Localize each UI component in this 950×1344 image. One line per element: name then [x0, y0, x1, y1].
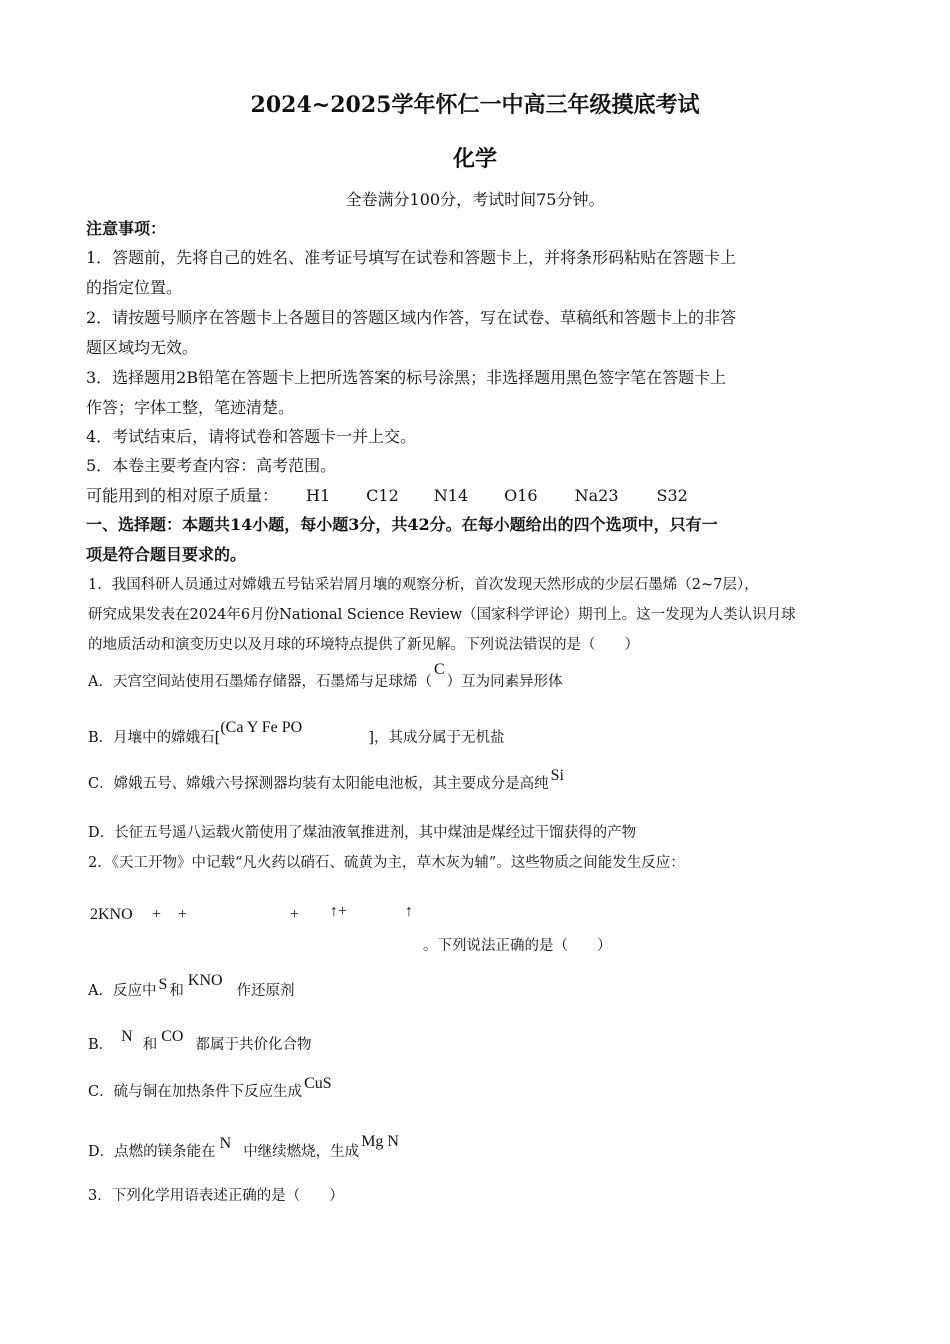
section-heading-line1: 一、选择题：本题共14小题，每小题3分，共42分。在每小题给出的四个选项中，只有一 — [86, 515, 718, 534]
q1-a-formula: C — [433, 661, 445, 678]
exam-info: 全卷满分100分，考试时间75分钟。 — [345, 190, 605, 209]
q2-equation-start: 2KNO — [90, 906, 133, 923]
notice-item-2b: 题区域均无效。 — [86, 338, 199, 357]
q2-option-d: D．点燃的镁条能在 N 中继续燃烧，生成Mg N — [88, 1133, 399, 1160]
q2-option-c: C．硫与铜在加热条件下反应生成 CuS — [88, 1075, 332, 1100]
atom-mass: S32 — [656, 486, 688, 505]
q2-eq-plus: + — [152, 906, 162, 923]
q2-option-b: B． N 和 CO 都属于共价化合物 — [88, 1028, 312, 1053]
q2-stem-tail: 。下列说法正确的是（ ） — [423, 938, 612, 954]
q1-b-formula: (Ca Y Fe PO — [220, 719, 303, 736]
q2-eq-gas-arrow: ↑+ — [330, 903, 348, 920]
q2-b-formula-co2: CO — [161, 1028, 184, 1045]
q1-option-a: A．天宫空间站使用石墨烯存储器，石墨烯与足球烯（C）互为同素异形体 — [88, 661, 563, 690]
q1-stem-line3: 的地质活动和演变历史以及月球的环境特点提供了新见解。下列说法错误的是（ ） — [88, 637, 639, 653]
atom-mass: C12 — [366, 486, 399, 505]
q1-option-c: C．嫦娥五号、嫦娥六号探测器均装有太阳能电池板，其主要成分是高纯 Si — [88, 767, 564, 792]
atom-mass: O16 — [504, 486, 538, 505]
q1-stem-line1: 1．我国科研人员通过对嫦娥五号钻采岩屑月壤的观察分析，首次发现天然形成的少层石墨烯（2~7层）， — [88, 577, 759, 593]
q3-stem: 3．下列化学用语表述正确的是（ ） — [88, 1188, 344, 1204]
q2-eq-plus: + — [178, 906, 188, 923]
atom-mass: H1 — [306, 486, 331, 505]
q1-option-b: B．月壤中的嫦娥石[(Ca Y Fe PO]，其成分属于无机盐 — [88, 719, 505, 746]
q2-a-formula-s: S — [158, 976, 168, 993]
atomic-masses — [86, 483, 688, 506]
notice-heading: 注意事项： — [86, 219, 167, 238]
notice-item-2a: 2．请按题号顺序在答题卡上各题目的答题区域内作答，写在试卷、草稿纸和答题卡上的非答 — [86, 308, 737, 327]
q2-eq-gas-arrow: ↑ — [405, 903, 413, 920]
q1-option-d: D．长征五号遥八运载火箭使用了煤油液氧推进剂，其中煤油是煤经过干馏获得的产物 — [88, 825, 637, 841]
q2-d-formula-n2: N — [219, 1135, 232, 1152]
q2-d-formula-mg3n2: Mg N — [361, 1133, 399, 1150]
notice-item-1a: 1．答题前，先将自己的姓名、准考证号填写在试卷和答题卡上，并将条形码粘贴在答题卡上 — [86, 248, 737, 267]
atoms-label: 可能用到的相对原子质量： — [86, 486, 279, 505]
subject-title: 化学 — [452, 146, 497, 172]
section-heading-line2: 项是符合题目要求的。 — [86, 545, 247, 564]
notice-item-4: 4．考试结束后，请将试卷和答题卡一并上交。 — [86, 427, 417, 446]
notice-item-3a: 3．选择题用2B铅笔在答题卡上把所选答案的标号涂黑；非选择题用黑色签字笔在答题卡上 — [86, 368, 727, 387]
q2-c-formula: CuS — [304, 1075, 332, 1092]
q1-stem-line2: 研究成果发表在2024年6月份National Science Review（国家科学评论）期刊上。这一发现为人类认识月球 — [88, 607, 796, 623]
notice-item-1b: 的指定位置。 — [86, 278, 183, 297]
q2-eq-plus: + — [290, 906, 300, 923]
atom-mass: Na23 — [574, 486, 619, 505]
notice-item-3b: 作答；字体工整，笔迹清楚。 — [86, 398, 295, 417]
q1-c-formula: Si — [550, 767, 564, 784]
notice-item-5: 5．本卷主要考查内容：高考范围。 — [86, 456, 337, 475]
q2-stem: 2．《天工开物》中记载“凡火药以硝石、硫黄为主，草木灰为辅”。这些物质之间能发生反应： — [88, 855, 685, 871]
exam-title: 2024~2025学年怀仁一中高三年级摸底考试 — [250, 92, 700, 118]
q2-b-formula-n2: N — [121, 1028, 133, 1045]
q2-option-a: A．反应中 S 和KNO作还原剂 — [88, 972, 295, 999]
atom-mass: N14 — [433, 486, 469, 505]
q2-a-formula-kno3: KNO — [187, 972, 223, 989]
